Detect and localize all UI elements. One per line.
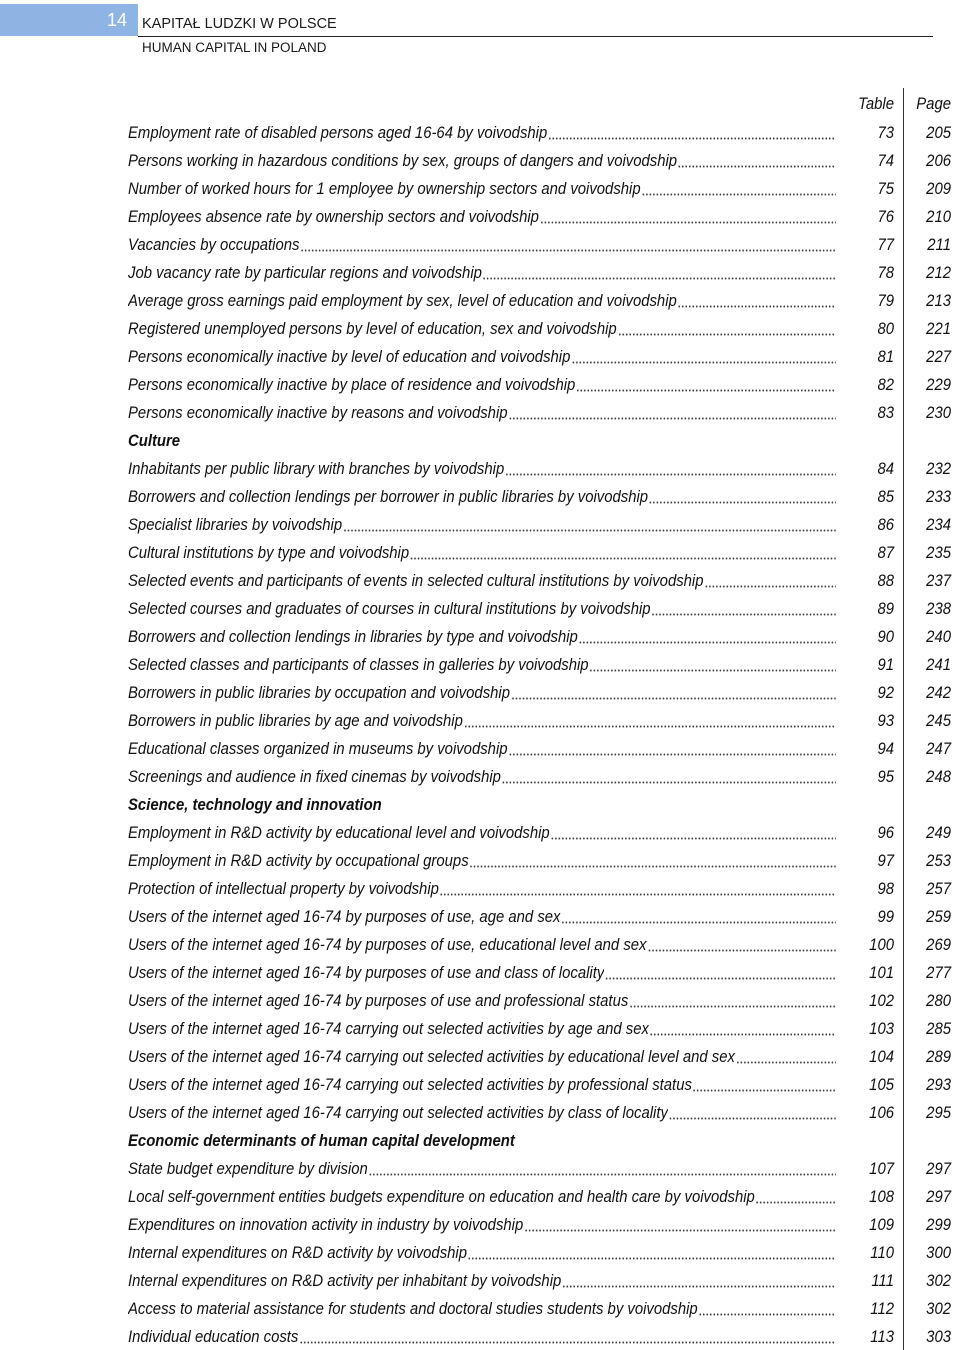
table-number: 97	[877, 851, 894, 870]
entry-title: Selected courses and graduates of courses in cultural institutions by voivodship	[128, 599, 651, 618]
leader-dots	[589, 652, 835, 678]
toc-entry	[0, 540, 960, 566]
leader-dots	[618, 316, 836, 342]
leader-dots	[571, 344, 836, 370]
toc-entry	[0, 876, 960, 902]
toc-entry	[0, 848, 960, 874]
entry-title: Users of the internet aged 16-74 carrying out selected activities by educational level and sex	[128, 1047, 735, 1066]
entry-title: Users of the internet aged 16-74 by purposes of use and professional status	[128, 991, 629, 1010]
table-number: 77	[877, 235, 894, 254]
entry-lead	[128, 400, 836, 426]
page-number-ref: 205	[926, 123, 951, 142]
table-number: 98	[877, 879, 894, 898]
entry-lead	[128, 372, 836, 398]
leader-dots	[678, 148, 836, 174]
leader-dots	[561, 904, 836, 930]
leader-dots	[508, 736, 835, 762]
column-header-table: Table	[858, 94, 894, 113]
entry-lead	[128, 1324, 836, 1350]
leader-dots	[693, 1072, 836, 1098]
entry-title: Protection of intellectual property by voivodship	[128, 879, 439, 898]
toc-entry	[0, 176, 960, 202]
entry-title: Borrowers and collection lendings in libraries by type and voivodship	[128, 627, 578, 646]
toc-entry	[0, 232, 960, 258]
table-number: 105	[869, 1075, 894, 1094]
toc-entry	[0, 680, 960, 706]
toc-entry	[0, 652, 960, 678]
leader-dots	[647, 932, 836, 958]
entry-lead	[128, 1184, 836, 1210]
entry-lead	[128, 176, 836, 202]
entry-lead	[128, 204, 836, 230]
entry-lead	[128, 568, 836, 594]
table-number: 99	[877, 907, 894, 926]
entry-title: Educational classes organized in museums by voivodship	[128, 739, 508, 758]
entry-lead	[128, 820, 836, 846]
section-heading-wrap	[128, 428, 836, 454]
section-heading-wrap	[128, 792, 836, 818]
entry-lead	[128, 344, 836, 370]
leader-dots	[502, 764, 836, 790]
toc-entry	[0, 1044, 960, 1070]
page-number-ref: 248	[926, 767, 951, 786]
entry-title: Screenings and audience in fixed cinemas by voivodship	[128, 767, 501, 786]
toc-entry	[0, 1324, 960, 1350]
entry-title: Persons economically inactive by place of residence and voivodship	[128, 375, 576, 394]
toc-entry	[0, 1212, 960, 1238]
section-heading-wrap	[128, 1128, 836, 1154]
table-number: 110	[870, 1243, 894, 1262]
entry-lead	[128, 1100, 836, 1126]
entry-lead	[128, 1296, 836, 1322]
table-number: 89	[877, 599, 894, 618]
toc-entry	[0, 568, 960, 594]
entry-title: Employment in R&D activity by occupational groups	[128, 851, 469, 870]
table-number: 112	[870, 1299, 894, 1318]
entry-title: Selected events and participants of events in selected cultural institutions by voivodship	[128, 571, 704, 590]
leader-dots	[548, 120, 836, 146]
page-number-ref: 211	[927, 235, 951, 254]
entry-title: Internal expenditures on R&D activity by voivodship	[128, 1243, 468, 1262]
entry-lead	[128, 512, 836, 538]
table-number: 79	[877, 291, 894, 310]
page-number: 14	[106, 10, 127, 30]
page-number-ref: 302	[926, 1299, 951, 1318]
table-number: 95	[877, 767, 894, 786]
entry-lead	[128, 456, 836, 482]
entry-lead	[128, 1156, 836, 1182]
entry-title: Vacancies by occupations	[128, 235, 300, 254]
page-number-ref: 277	[926, 963, 951, 982]
table-number: 107	[869, 1159, 894, 1178]
page-number-ref: 285	[926, 1019, 951, 1038]
entry-lead	[128, 120, 836, 146]
leader-dots	[629, 988, 836, 1014]
page-number-ref: 269	[926, 935, 951, 954]
leader-dots	[440, 876, 836, 902]
leader-dots	[505, 456, 836, 482]
running-title: KAPITAŁ LUDZKI W POLSCE	[142, 16, 337, 32]
table-number: 109	[869, 1215, 894, 1234]
toc-entry	[0, 624, 960, 650]
page-number-ref: 240	[926, 627, 951, 646]
leader-dots	[579, 624, 836, 650]
entry-title: Employment in R&D activity by educational level and voivodship	[128, 823, 550, 842]
toc-entry	[0, 1100, 960, 1126]
leader-dots	[642, 176, 836, 202]
entry-lead	[128, 596, 836, 622]
column-header-page: Page	[916, 94, 951, 113]
page-number-ref: 206	[926, 151, 951, 170]
entry-title: Users of the internet aged 16-74 carrying out selected activities by age and sex	[128, 1019, 649, 1038]
toc-entry	[0, 204, 960, 230]
table-number: 102	[869, 991, 894, 1010]
toc-entry	[0, 1156, 960, 1182]
entry-lead	[128, 736, 836, 762]
leader-dots	[678, 288, 836, 314]
entry-lead	[128, 1212, 836, 1238]
table-number: 81	[877, 347, 894, 366]
table-number: 100	[869, 935, 894, 954]
section-heading-row	[0, 428, 960, 454]
entry-title: Individual education costs	[128, 1327, 299, 1346]
entry-title: Average gross earnings paid employment by sex, level of education and voivodship	[128, 291, 677, 310]
entry-title: Job vacancy rate by particular regions and voivodship	[128, 263, 482, 282]
page-number-ref: 232	[926, 459, 951, 478]
table-number: 92	[877, 683, 894, 702]
entry-lead	[128, 988, 836, 1014]
page-number-ref: 241	[926, 655, 951, 674]
toc-entry	[0, 736, 960, 762]
table-number: 96	[877, 823, 894, 842]
page-number-ref: 210	[926, 207, 951, 226]
entry-lead	[128, 232, 836, 258]
table-number: 76	[877, 207, 894, 226]
table-number: 73	[877, 123, 894, 142]
leader-dots	[651, 596, 835, 622]
page-number-ref: 238	[926, 599, 951, 618]
page-number-ref: 247	[926, 739, 951, 758]
leader-dots	[551, 820, 836, 846]
entry-title: Persons working in hazardous conditions by sex, groups of dangers and voivodship	[128, 151, 678, 170]
toc-entry	[0, 288, 960, 314]
entry-title: Local self-government entities budgets expenditure on education and health care by voivodship	[128, 1187, 755, 1206]
entry-title: Users of the internet aged 16-74 by purposes of use, age and sex	[128, 907, 561, 926]
page-number-ref: 297	[926, 1159, 951, 1178]
table-number: 93	[877, 711, 894, 730]
toc-entry	[0, 960, 960, 986]
page-number-ref: 249	[926, 823, 951, 842]
entry-title: Persons economically inactive by reasons and voivodship	[128, 403, 508, 422]
entry-lead	[128, 708, 836, 734]
toc-entry	[0, 708, 960, 734]
entry-title: Users of the internet aged 16-74 by purposes of use, educational level and sex	[128, 935, 647, 954]
toc-entry	[0, 260, 960, 286]
leader-dots	[343, 512, 836, 538]
entry-lead	[128, 652, 836, 678]
entry-lead	[128, 848, 836, 874]
table-number: 90	[877, 627, 894, 646]
entry-title: Users of the internet aged 16-74 carrying out selected activities by professional status	[128, 1075, 692, 1094]
entry-lead	[128, 1268, 836, 1294]
table-number: 80	[877, 319, 894, 338]
page-number-ref: 235	[926, 543, 951, 562]
toc-entry	[0, 820, 960, 846]
entry-title: Employees absence rate by ownership sectors and voivodship	[128, 207, 539, 226]
section-heading: Culture	[128, 431, 181, 450]
table-number: 86	[877, 515, 894, 534]
leader-dots	[300, 232, 836, 258]
leader-dots	[562, 1268, 836, 1294]
toc-entry	[0, 988, 960, 1014]
entry-title: Borrowers in public libraries by occupation and voivodship	[128, 683, 511, 702]
entry-lead	[128, 960, 836, 986]
entry-title: Access to material assistance for students and doctoral studies students by voivodship	[128, 1299, 698, 1318]
toc-entry	[0, 372, 960, 398]
toc-entry	[0, 316, 960, 342]
leader-dots	[470, 848, 836, 874]
table-number: 106	[869, 1103, 894, 1122]
entry-lead	[128, 680, 836, 706]
leader-dots	[299, 1324, 836, 1350]
entry-lead	[128, 288, 836, 314]
toc-entry	[0, 1296, 960, 1322]
entry-title: Number of worked hours for 1 employee by ownership sectors and voivodship	[128, 179, 641, 198]
page-number-ref: 295	[926, 1103, 951, 1122]
toc-entry	[0, 904, 960, 930]
table-number: 104	[869, 1047, 894, 1066]
leader-dots	[669, 1100, 836, 1126]
leader-dots	[699, 1296, 836, 1322]
entry-title: Employment rate of disabled persons aged 16-64 by voivodship	[128, 123, 548, 142]
toc-entry	[0, 148, 960, 174]
leader-dots	[704, 568, 835, 594]
toc-entry	[0, 484, 960, 510]
toc-entry	[0, 456, 960, 482]
running-subtitle: HUMAN CAPITAL IN POLAND	[142, 40, 327, 55]
page-number-ref: 229	[926, 375, 951, 394]
leader-dots	[540, 204, 836, 230]
page-number-ref: 212	[926, 263, 951, 282]
section-heading: Science, technology and innovation	[128, 795, 382, 814]
table-number: 83	[877, 403, 894, 422]
table-number: 87	[877, 543, 894, 562]
table-number: 103	[869, 1019, 894, 1038]
table-number: 78	[877, 263, 894, 282]
entry-title: Users of the internet aged 16-74 by purposes of use and class of locality	[128, 963, 605, 982]
entry-lead	[128, 1240, 836, 1266]
page-number-ref: 293	[926, 1075, 951, 1094]
page-number-ref: 209	[926, 179, 951, 198]
page-number-ref: 299	[926, 1215, 951, 1234]
section-heading: Economic determinants of human capital development	[128, 1131, 515, 1150]
table-number: 85	[877, 487, 894, 506]
page-number-ref: 300	[926, 1243, 951, 1262]
table-number: 82	[877, 375, 894, 394]
entry-title: Persons economically inactive by level of education and voivodship	[128, 347, 571, 366]
entry-title: Borrowers and collection lendings per borrower in public libraries by voivodship	[128, 487, 649, 506]
page-number-ref: 227	[926, 347, 951, 366]
entry-title: Borrowers in public libraries by age and voivodship	[128, 711, 463, 730]
table-number: 75	[877, 179, 894, 198]
leader-dots	[649, 484, 836, 510]
entry-title: Inhabitants per public library with branches by voivodship	[128, 459, 505, 478]
leader-dots	[605, 960, 836, 986]
table-number: 91	[877, 655, 894, 674]
toc-entry	[0, 344, 960, 370]
entry-title: Users of the internet aged 16-74 carrying out selected activities by class of locality	[128, 1103, 668, 1122]
entry-title: Specialist libraries by voivodship	[128, 515, 343, 534]
page-number-ref: 245	[926, 711, 951, 730]
leader-dots	[468, 1240, 836, 1266]
leader-dots	[650, 1016, 836, 1042]
entry-lead	[128, 1016, 836, 1042]
table-number: 111	[871, 1271, 894, 1290]
toc-entry	[0, 1184, 960, 1210]
entry-title: State budget expenditure by division	[128, 1159, 368, 1178]
page-number-ref: 297	[926, 1187, 951, 1206]
page-number-ref: 303	[926, 1327, 951, 1346]
page-number-ref: 253	[926, 851, 951, 870]
entry-lead	[128, 316, 836, 342]
entry-lead	[128, 904, 836, 930]
leader-dots	[508, 400, 835, 426]
entry-title: Selected classes and participants of classes in galleries by voivodship	[128, 655, 589, 674]
entry-lead	[128, 540, 836, 566]
toc-entry	[0, 1072, 960, 1098]
page-number-ref: 237	[926, 571, 951, 590]
table-number: 101	[869, 963, 894, 982]
page-number-ref: 221	[926, 319, 951, 338]
table-number: 88	[877, 571, 894, 590]
entry-title: Cultural institutions by type and voivodship	[128, 543, 410, 562]
page-number-ref: 233	[926, 487, 951, 506]
entry-lead	[128, 484, 836, 510]
table-number: 94	[877, 739, 894, 758]
page-number-ref: 242	[926, 683, 951, 702]
entry-title: Registered unemployed persons by level of education, sex and voivodship	[128, 319, 617, 338]
leader-dots	[524, 1212, 836, 1238]
entry-lead	[128, 1072, 836, 1098]
entry-lead	[128, 148, 836, 174]
toc-entry	[0, 932, 960, 958]
entry-lead	[128, 260, 836, 286]
table-number: 113	[870, 1327, 894, 1346]
page-number-ref: 280	[926, 991, 951, 1010]
leader-dots	[756, 1184, 836, 1210]
entry-lead	[128, 624, 836, 650]
page-number-ref: 257	[926, 879, 951, 898]
entry-title: Expenditures on innovation activity in industry by voivodship	[128, 1215, 524, 1234]
toc-entry	[0, 1016, 960, 1042]
leader-dots	[464, 708, 836, 734]
leader-dots	[369, 1156, 836, 1182]
entry-lead	[128, 764, 836, 790]
entry-lead	[128, 932, 836, 958]
leader-dots	[576, 372, 836, 398]
entry-lead	[128, 1044, 836, 1070]
section-heading-row	[0, 1128, 960, 1154]
page-number-ref: 259	[926, 907, 951, 926]
leader-dots	[736, 1044, 836, 1070]
page-number-ref: 234	[926, 515, 951, 534]
leader-dots	[410, 540, 836, 566]
leader-dots	[483, 260, 836, 286]
toc-entry	[0, 596, 960, 622]
page-number-ref: 230	[926, 403, 951, 422]
toc-entry	[0, 1268, 960, 1294]
table-number: 74	[877, 151, 894, 170]
leader-dots	[511, 680, 836, 706]
page-number-ref: 289	[926, 1047, 951, 1066]
section-heading-row	[0, 792, 960, 818]
toc-entry	[0, 1240, 960, 1266]
table-number: 108	[869, 1187, 894, 1206]
table-number: 84	[877, 459, 894, 478]
entry-lead	[128, 876, 836, 902]
toc-entry	[0, 400, 960, 426]
page-number-ref: 302	[926, 1271, 951, 1290]
toc-entry	[0, 512, 960, 538]
page-number-ref: 213	[926, 291, 951, 310]
entry-title: Internal expenditures on R&D activity per inhabitant by voivodship	[128, 1271, 562, 1290]
toc-entry	[0, 120, 960, 146]
toc-entry	[0, 764, 960, 790]
